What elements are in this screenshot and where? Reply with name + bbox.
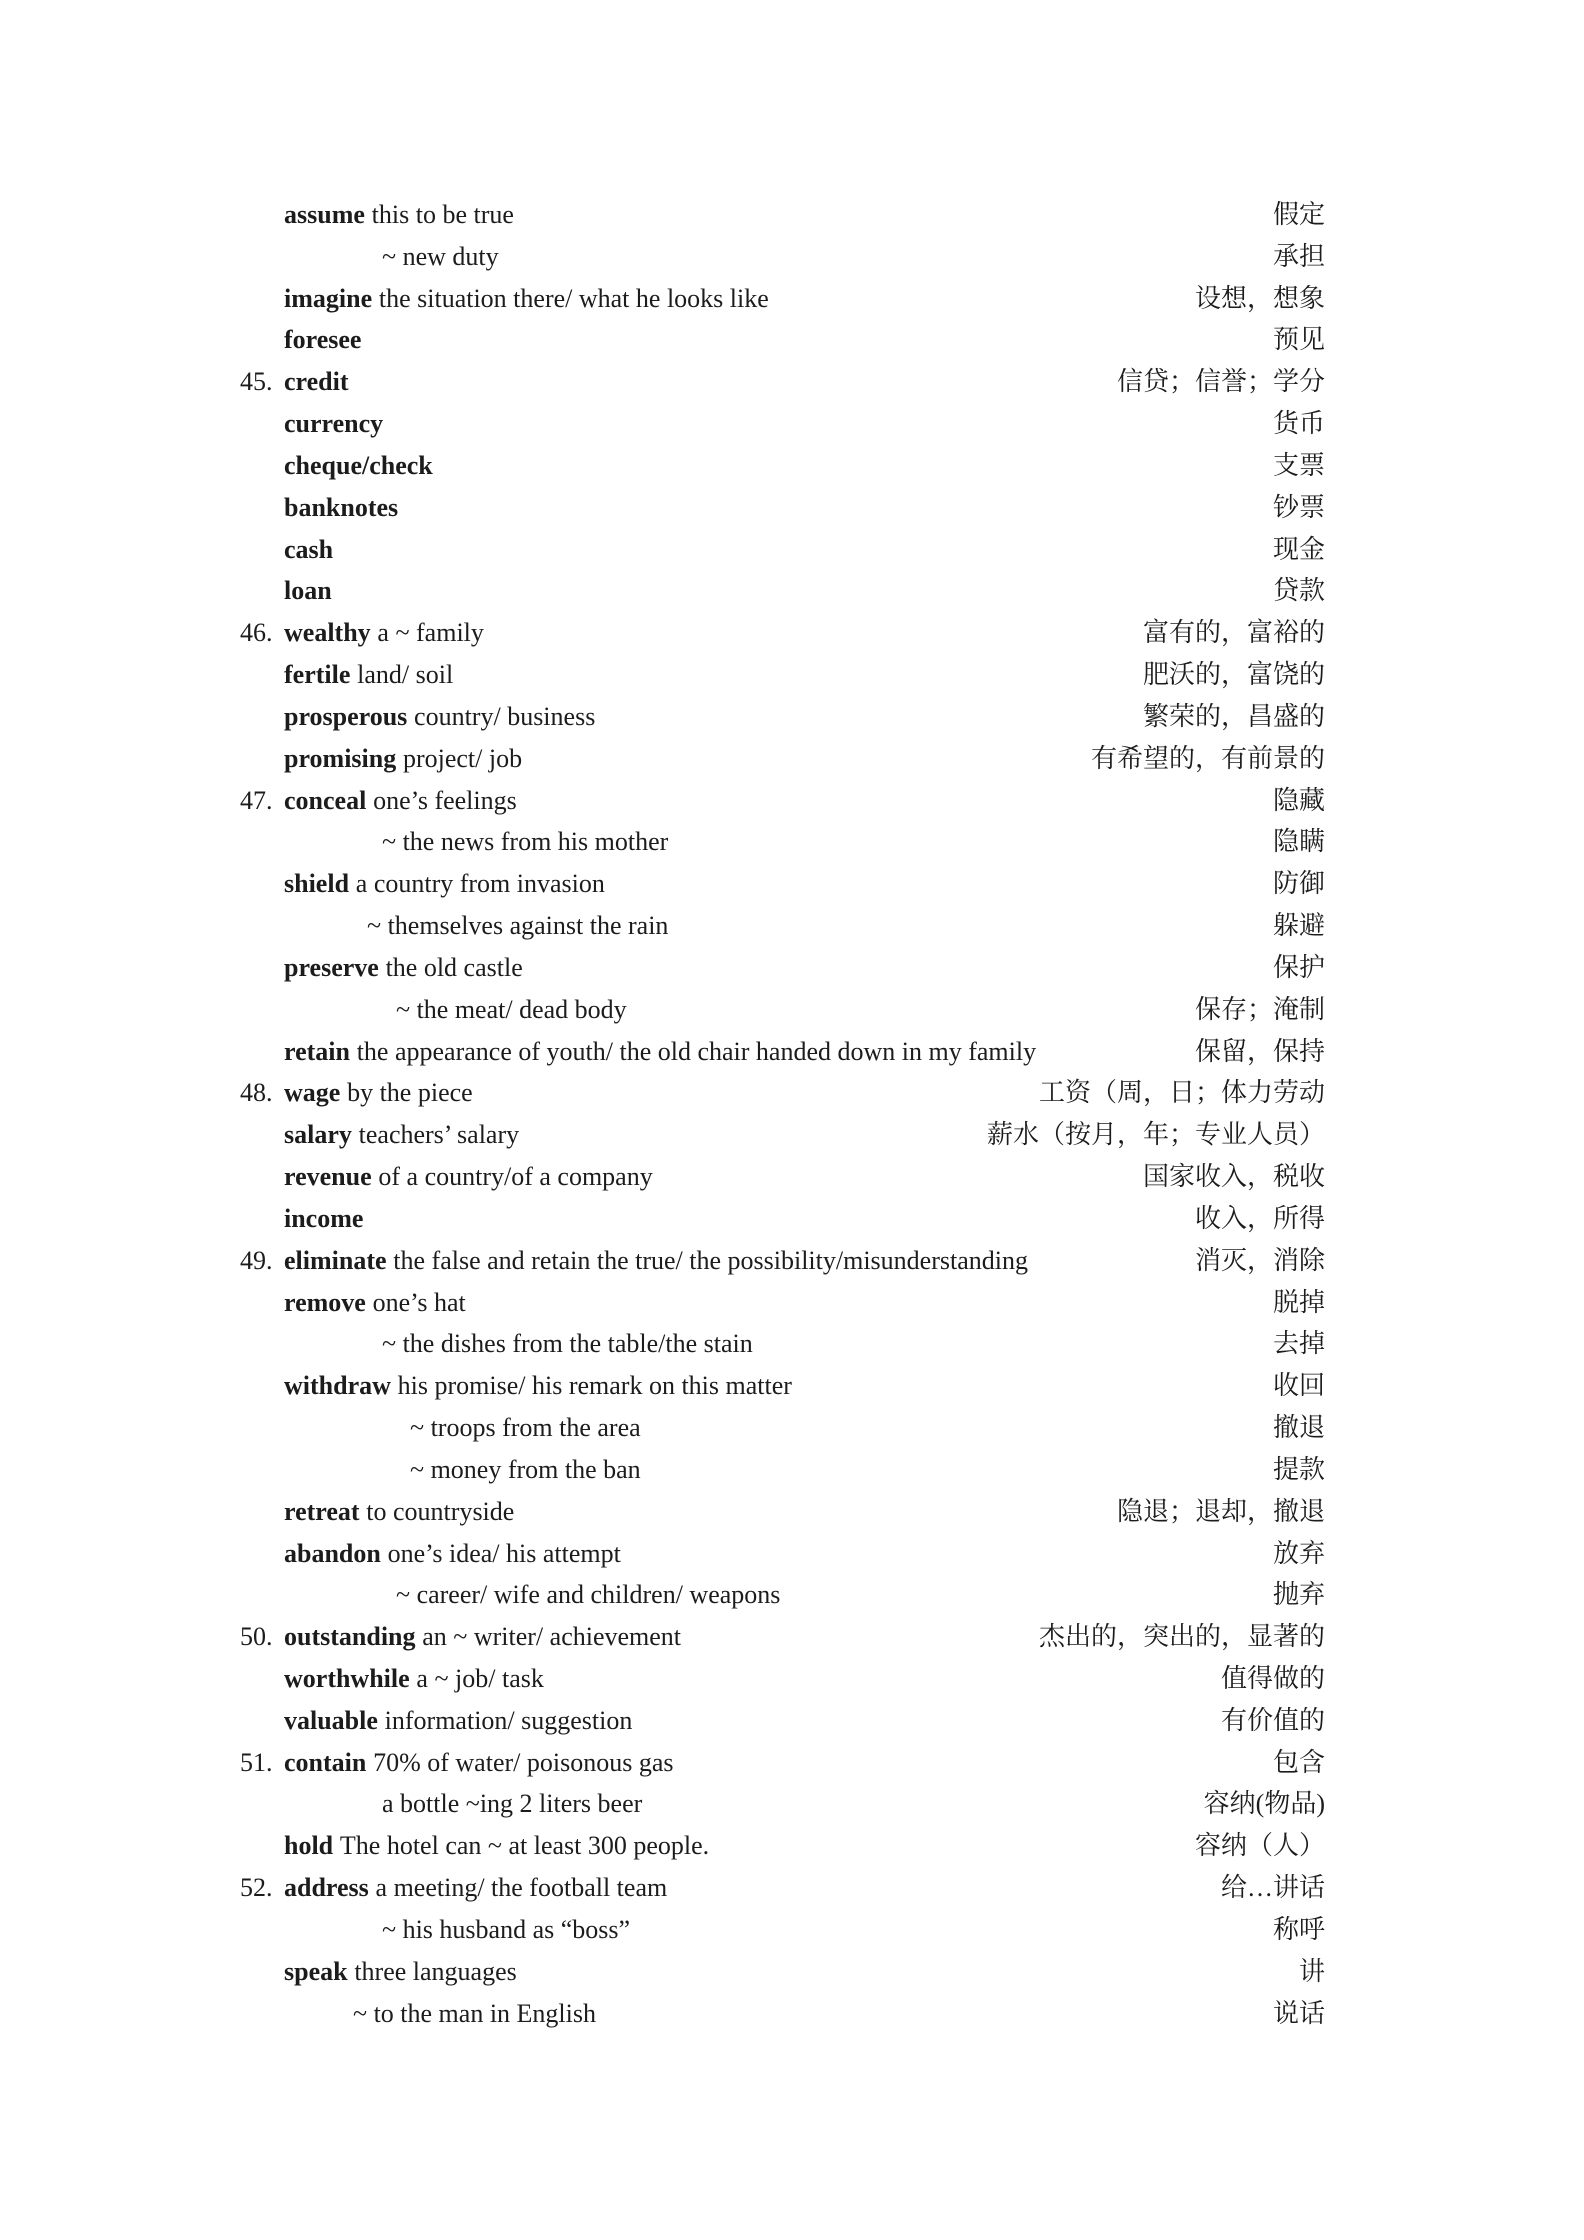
usage-example: by the piece <box>347 1078 473 1108</box>
vocab-row <box>0 1031 1584 1073</box>
chinese-meaning: 讲 <box>1298 1956 1325 1986</box>
vocab-row <box>0 403 1584 445</box>
headword: abandon <box>284 1538 381 1568</box>
english-line <box>284 1031 1036 1073</box>
vocab-row <box>0 194 1584 236</box>
usage-example: the situation there/ what he looks like <box>378 283 769 313</box>
english-line <box>382 1323 753 1365</box>
usage-example: three languages <box>354 1956 517 1986</box>
usage-example: one’s hat <box>372 1287 466 1317</box>
chinese-meaning: 隐退；退却，撤退 <box>1116 1496 1325 1526</box>
usage-example: this to be true <box>371 200 514 229</box>
chinese-meaning: 国家收入，税收 <box>1142 1162 1325 1192</box>
usage-example: ~ to the man in English <box>353 1998 596 2028</box>
headword: conceal <box>284 785 367 815</box>
headword: hold <box>284 1831 334 1861</box>
usage-example: a country from invasion <box>355 869 605 899</box>
chinese-meaning: 容纳(物品) <box>1203 1789 1325 1819</box>
vocab-row <box>0 1114 1584 1156</box>
vocab-row <box>0 1658 1584 1700</box>
english-line <box>284 1072 473 1114</box>
headword: currency <box>284 409 384 439</box>
chinese-meaning: 杰出的，突出的，显著的 <box>1038 1622 1325 1652</box>
vocab-row <box>0 780 1584 822</box>
chinese-meaning: 消灭，消除 <box>1194 1245 1325 1275</box>
chinese-meaning: 放弃 <box>1272 1538 1325 1568</box>
entry-number: 52. <box>240 1873 273 1903</box>
vocab-row <box>0 1993 1584 2035</box>
english-line <box>284 863 605 905</box>
headword: assume <box>284 200 365 229</box>
entry-number: 45. <box>240 367 273 397</box>
english-line <box>284 278 769 320</box>
headword: credit <box>284 367 349 397</box>
chinese-meaning: 假定 <box>1272 200 1325 229</box>
vocab-row <box>0 1742 1584 1784</box>
headword: remove <box>284 1287 366 1317</box>
vocab-row <box>0 821 1584 863</box>
headword: income <box>284 1203 364 1233</box>
vocab-row <box>0 1240 1584 1282</box>
headword: foresee <box>284 325 362 355</box>
headword: imagine <box>284 283 373 313</box>
english-line <box>382 1909 630 1951</box>
headword: salary <box>284 1120 352 1150</box>
vocab-row <box>0 319 1584 361</box>
chinese-meaning: 承担 <box>1272 241 1325 271</box>
english-line <box>284 696 595 738</box>
chinese-meaning: 工资（周，日；体力劳动 <box>1038 1078 1325 1108</box>
chinese-meaning: 去掉 <box>1272 1329 1325 1359</box>
english-line <box>284 1616 681 1658</box>
usage-example: ~ his husband as “boss” <box>382 1914 631 1944</box>
headword: outstanding <box>284 1622 416 1652</box>
chinese-meaning: 贷款 <box>1272 576 1325 606</box>
english-line <box>284 1867 667 1909</box>
headword: fertile <box>284 660 351 690</box>
chinese-meaning: 现金 <box>1272 534 1325 564</box>
english-line <box>284 445 433 487</box>
vocab-row <box>0 1323 1584 1365</box>
vocab-row <box>0 1449 1584 1491</box>
vocab-row <box>0 278 1584 320</box>
vocab-row <box>0 1198 1584 1240</box>
vocab-row <box>0 1407 1584 1449</box>
usage-example: teachers’ salary <box>358 1120 520 1150</box>
chinese-meaning: 抛弃 <box>1272 1580 1325 1610</box>
vocab-row <box>0 1700 1584 1742</box>
vocab-row <box>0 1825 1584 1867</box>
headword: withdraw <box>284 1371 391 1401</box>
chinese-meaning: 说话 <box>1272 1998 1325 2028</box>
english-line <box>284 947 523 989</box>
chinese-meaning: 有价值的 <box>1220 1705 1325 1735</box>
chinese-meaning: 隐瞒 <box>1272 827 1325 857</box>
headword: contain <box>284 1747 367 1777</box>
chinese-meaning: 包含 <box>1272 1747 1325 1777</box>
vocab-row <box>0 445 1584 487</box>
english-line <box>284 654 453 696</box>
vocab-row <box>0 738 1584 780</box>
chinese-meaning: 躲避 <box>1272 911 1325 941</box>
usage-example: land/ soil <box>357 660 454 690</box>
chinese-meaning: 撤退 <box>1272 1413 1325 1443</box>
usage-example: information/ suggestion <box>384 1705 633 1735</box>
usage-example: The hotel can ~ at least 300 people. <box>339 1831 710 1861</box>
english-line <box>367 905 668 947</box>
chinese-meaning: 容纳（人） <box>1194 1831 1325 1861</box>
chinese-meaning: 防御 <box>1272 869 1325 899</box>
english-line <box>284 194 514 236</box>
headword: promising <box>284 743 397 773</box>
chinese-meaning: 称呼 <box>1272 1914 1325 1944</box>
english-line <box>284 1658 544 1700</box>
entry-number: 46. <box>240 618 273 648</box>
english-line <box>284 1825 709 1867</box>
headword: eliminate <box>284 1245 387 1275</box>
headword: shield <box>284 869 350 899</box>
usage-example: project/ job <box>402 743 523 773</box>
headword: valuable <box>284 1705 378 1735</box>
usage-example: one’s idea/ his attempt <box>387 1538 621 1568</box>
entry-number: 47. <box>240 785 273 815</box>
english-line <box>284 1282 466 1324</box>
usage-example: a ~ job/ task <box>416 1663 544 1693</box>
chinese-meaning: 钞票 <box>1272 492 1325 522</box>
vocab-row <box>0 905 1584 947</box>
english-line <box>284 1533 621 1575</box>
chinese-meaning: 提款 <box>1272 1454 1325 1484</box>
headword: cash <box>284 534 334 564</box>
english-line <box>284 1365 792 1407</box>
usage-example: ~ the dishes from the table/the stain <box>382 1329 753 1359</box>
headword: retreat <box>284 1496 360 1526</box>
usage-example: ~ career/ wife and children/ weapons <box>396 1580 781 1610</box>
english-line <box>410 1449 641 1491</box>
vocab-row <box>0 1783 1584 1825</box>
vocab-row <box>0 1909 1584 1951</box>
english-line <box>382 236 499 278</box>
vocab-row <box>0 612 1584 654</box>
english-line <box>284 738 522 780</box>
entry-number: 49. <box>240 1245 273 1275</box>
headword: speak <box>284 1956 348 1986</box>
usage-example: a ~ family <box>377 618 484 648</box>
english-line <box>410 1407 641 1449</box>
usage-example: ~ new duty <box>382 241 499 271</box>
english-line <box>396 989 627 1031</box>
chinese-meaning: 设想，想象 <box>1194 283 1325 313</box>
chinese-meaning: 给…讲话 <box>1220 1873 1325 1903</box>
vocab-row <box>0 1491 1584 1533</box>
headword: wage <box>284 1078 341 1108</box>
english-line <box>284 361 349 403</box>
chinese-meaning: 繁荣的，昌盛的 <box>1142 701 1325 731</box>
headword: prosperous <box>284 701 408 731</box>
usage-example: country/ business <box>414 701 596 731</box>
chinese-meaning: 收入，所得 <box>1194 1203 1325 1233</box>
headword: retain <box>284 1036 350 1066</box>
english-line <box>396 1574 780 1616</box>
chinese-meaning: 保护 <box>1272 952 1325 982</box>
usage-example: one’s feelings <box>373 785 517 815</box>
vocab-row <box>0 947 1584 989</box>
english-line <box>284 403 383 445</box>
headword: wealthy <box>284 618 371 648</box>
vocab-row <box>0 863 1584 905</box>
english-line <box>284 780 517 822</box>
english-line <box>382 1783 642 1825</box>
vocab-row <box>0 654 1584 696</box>
vocab-row <box>0 1365 1584 1407</box>
vocab-row <box>0 236 1584 278</box>
usage-example: ~ themselves against the rain <box>367 911 669 941</box>
headword: loan <box>284 576 332 606</box>
vocab-row <box>0 696 1584 738</box>
english-line <box>284 1951 517 1993</box>
vocab-row <box>0 1156 1584 1198</box>
usage-example: 70% of water/ poisonous gas <box>373 1747 674 1777</box>
chinese-meaning: 保存；淹制 <box>1194 994 1325 1024</box>
chinese-meaning: 隐藏 <box>1272 785 1325 815</box>
english-line <box>284 612 484 654</box>
headword: address <box>284 1873 369 1903</box>
english-line <box>353 1993 596 2035</box>
entry-number: 48. <box>240 1078 273 1108</box>
vocab-row <box>0 570 1584 612</box>
english-line <box>284 1114 519 1156</box>
vocab-row <box>0 361 1584 403</box>
english-line <box>284 1700 632 1742</box>
vocab-row <box>0 1533 1584 1575</box>
chinese-meaning: 信贷；信誉；学分 <box>1116 367 1325 397</box>
headword: preserve <box>284 952 379 982</box>
usage-example: the old castle <box>385 952 523 982</box>
usage-example: the appearance of youth/ the old chair handed down in my family <box>356 1036 1037 1066</box>
headword: worthwhile <box>284 1663 410 1693</box>
chinese-meaning: 货币 <box>1272 409 1325 439</box>
vocab-row <box>0 1867 1584 1909</box>
usage-example: the false and retain the true/ the possibility/misunderstanding <box>393 1245 1028 1275</box>
vocab-row <box>0 989 1584 1031</box>
chinese-meaning: 有希望的，有前景的 <box>1090 743 1325 773</box>
usage-example: a bottle ~ing 2 liters beer <box>382 1789 643 1819</box>
usage-example: ~ troops from the area <box>410 1413 641 1443</box>
chinese-meaning: 支票 <box>1272 450 1325 480</box>
vocab-row <box>0 1072 1584 1114</box>
chinese-meaning: 保留，保持 <box>1194 1036 1325 1066</box>
usage-example: his promise/ his remark on this matter <box>397 1371 792 1401</box>
chinese-meaning: 值得做的 <box>1220 1663 1325 1693</box>
english-line <box>284 570 332 612</box>
english-line <box>284 1491 514 1533</box>
chinese-meaning: 肥沃的，富饶的 <box>1142 660 1325 690</box>
usage-example: an ~ writer/ achievement <box>422 1622 682 1652</box>
usage-example: ~ money from the ban <box>410 1454 641 1484</box>
vocab-row <box>0 1574 1584 1616</box>
english-line <box>284 1742 674 1784</box>
usage-example: of a country/of a company <box>378 1162 653 1192</box>
entry-number: 50. <box>240 1622 273 1652</box>
headword: banknotes <box>284 492 399 522</box>
vocab-list <box>0 194 1584 2034</box>
entry-number: 51. <box>240 1747 273 1777</box>
vocab-row <box>0 1282 1584 1324</box>
english-line <box>284 487 398 529</box>
english-line <box>284 1198 363 1240</box>
chinese-meaning: 富有的，富裕的 <box>1142 618 1325 648</box>
chinese-meaning: 脱掉 <box>1272 1287 1325 1317</box>
english-line <box>284 319 361 361</box>
usage-example: to countryside <box>366 1496 515 1526</box>
english-line <box>284 529 333 571</box>
chinese-meaning: 薪水（按月，年；专业人员） <box>986 1120 1325 1150</box>
usage-example: a meeting/ the football team <box>375 1873 668 1903</box>
headword: cheque/check <box>284 450 433 480</box>
headword: revenue <box>284 1162 372 1192</box>
vocab-row <box>0 529 1584 571</box>
chinese-meaning: 收回 <box>1272 1371 1325 1401</box>
vocab-row <box>0 487 1584 529</box>
chinese-meaning: 预见 <box>1272 325 1325 355</box>
english-line <box>382 821 668 863</box>
vocab-row <box>0 1616 1584 1658</box>
usage-example: ~ the news from his mother <box>382 827 669 857</box>
english-line <box>284 1240 1028 1282</box>
english-line <box>284 1156 653 1198</box>
usage-example: ~ the meat/ dead body <box>396 994 627 1024</box>
vocab-row <box>0 1951 1584 1993</box>
